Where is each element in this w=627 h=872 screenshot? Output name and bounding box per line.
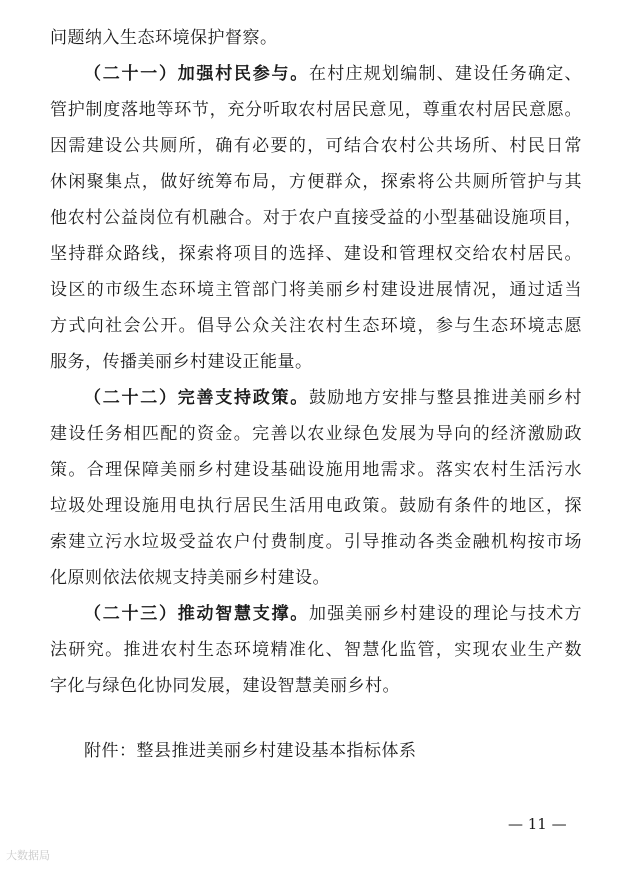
paragraph-line: 化原则依法依规支持美丽乡村建设。 — [50, 568, 330, 588]
paragraph-line: 法研究。推进农村生态环境精准化、智慧化监管，实现农业生产数 — [50, 640, 582, 660]
paragraph-line: 字化与绿色化协同发展，建设智慧美丽乡村。 — [50, 676, 400, 696]
paragraph-line: 休闲聚集点，做好统筹布局，方便群众，探索将公共厕所管护与其 — [50, 172, 582, 192]
paragraph-line: 建设任务相匹配的资金。完善以农业绿色发展为导向的经济激励政 — [50, 424, 582, 444]
paragraph-line: 因需建设公共厕所，确有必要的，可结合农村公共场所、村民日常 — [50, 136, 582, 156]
watermark: 大数据局 — [6, 849, 50, 862]
section-23-line-text: 加强美丽乡村建设的理论与技术方 — [309, 604, 582, 624]
paragraph-line: 策。合理保障美丽乡村建设基础设施用地需求。落实农村生活污水 — [50, 460, 582, 480]
paragraph-line: 坚持群众路线，探索将项目的选择、建设和管理权交给农村居民。 — [50, 244, 582, 264]
paragraph-line: 方式向社会公开。倡导公众关注农村生态环境，参与生态环境志愿 — [50, 316, 582, 336]
paragraph-line: 问题纳入生态环境保护督察。 — [50, 28, 278, 48]
paragraph-line: 管护制度落地等环节，充分听取农村居民意见，尊重农村居民意愿。 — [50, 100, 582, 120]
paragraph-line: 设区的市级生态环境主管部门将美丽乡村建设进展情况，通过适当 — [50, 280, 582, 300]
section-21-first-line — [84, 63, 582, 85]
section-22-line-text: 鼓励地方安排与整县推进美丽乡村 — [309, 388, 582, 408]
paragraph-line: 索建立污水垃圾受益农户付费制度。引导推动各类金融机构按市场 — [50, 532, 582, 552]
section-21-heading: （二十一）加强村民参与。 — [84, 64, 309, 84]
section-21-line-text: 在村庄规划编制、建设任务确定、 — [309, 64, 582, 84]
section-22-first-line — [84, 387, 582, 409]
paragraph-line: 服务，传播美丽乡村建设正能量。 — [50, 352, 313, 372]
page-number: — 11 — — [508, 815, 567, 833]
section-22-heading: （二十二）完善支持政策。 — [84, 388, 309, 408]
section-23-heading: （二十三）推动智慧支撑。 — [84, 604, 309, 624]
paragraph-line: 他农村公益岗位有机融合。对于农户直接受益的小型基础设施项目， — [50, 208, 582, 228]
section-23-first-line — [84, 603, 582, 625]
paragraph-line: 垃圾处理设施用电执行居民生活用电政策。鼓励有条件的地区，探 — [50, 496, 582, 516]
attachment-note: 附件：整县推进美丽乡村建设基本指标体系 — [84, 741, 417, 761]
